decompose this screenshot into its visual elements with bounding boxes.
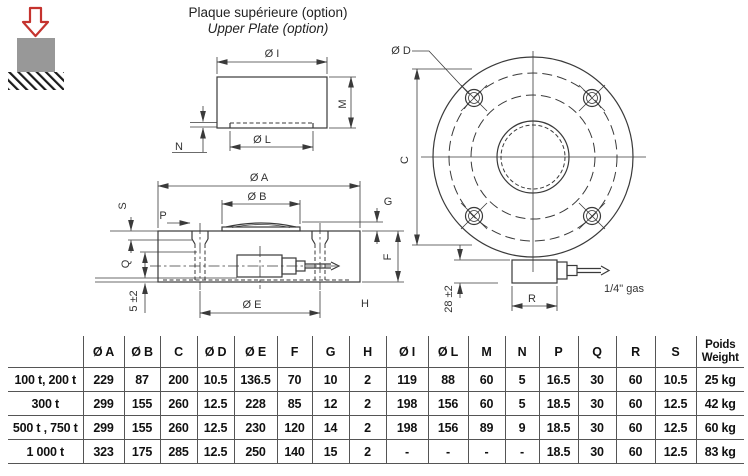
col-header: F bbox=[277, 336, 312, 368]
table-row bbox=[8, 392, 744, 416]
dimension-cell: - bbox=[428, 440, 468, 464]
dim-label-n: N bbox=[175, 141, 183, 153]
col-header: Ø B bbox=[124, 336, 160, 368]
dimension-cell: 136.5 bbox=[234, 368, 277, 392]
dimension-cell: 10.5 bbox=[655, 368, 696, 392]
table-row bbox=[8, 368, 744, 392]
dimension-cell: 25 kg bbox=[696, 368, 744, 392]
dimension-cell: 120 bbox=[277, 416, 312, 440]
dimension-cell: 299 bbox=[83, 416, 124, 440]
dim-label-ob: Ø B bbox=[247, 191, 267, 203]
dimension-cell: 60 bbox=[468, 392, 505, 416]
bolt-hole bbox=[579, 85, 605, 111]
title-french: Plaque supérieure (option) bbox=[188, 5, 348, 20]
dimension-cell: 12 bbox=[312, 392, 349, 416]
dimension-cell: 12.5 bbox=[655, 440, 696, 464]
load-arrow-icon bbox=[23, 8, 48, 36]
dimension-cell: 88 bbox=[428, 368, 468, 392]
dimension-cell: 60 kg bbox=[696, 416, 744, 440]
dimension-cell: 260 bbox=[160, 392, 197, 416]
dim-label-p: P bbox=[159, 210, 167, 222]
dim-label-oe: Ø E bbox=[242, 299, 262, 311]
dimension-cell: 198 bbox=[386, 416, 428, 440]
col-header: G bbox=[312, 336, 349, 368]
dimension-cell: 15 bbox=[312, 440, 349, 464]
dimension-cell: 42 kg bbox=[696, 392, 744, 416]
dimension-cell: 18.5 bbox=[539, 440, 578, 464]
dimension-cell: 60 bbox=[468, 368, 505, 392]
col-header-weight: Poids Weight bbox=[696, 336, 744, 368]
bolt-hole bbox=[579, 203, 605, 229]
dimension-cell: 10.5 bbox=[197, 368, 234, 392]
dim-label-f: F bbox=[382, 253, 394, 261]
title-english: Upper Plate (option) bbox=[207, 21, 329, 36]
dimension-cell: 230 bbox=[234, 416, 277, 440]
dimension-cell: 2 bbox=[349, 368, 386, 392]
dimension-cell: 60 bbox=[616, 368, 655, 392]
ground-hatch bbox=[8, 72, 64, 90]
dim-label-c: C bbox=[399, 156, 411, 164]
dimension-cell: 14 bbox=[312, 416, 349, 440]
row-label: 1 000 t bbox=[8, 440, 83, 464]
dimension-cell: 89 bbox=[468, 416, 505, 440]
dimension-cell: 60 bbox=[616, 416, 655, 440]
dim-label-h: H bbox=[361, 298, 369, 310]
table-body bbox=[8, 368, 744, 464]
corner-cell bbox=[8, 336, 83, 368]
load-block bbox=[17, 38, 55, 72]
dimension-cell: 12.5 bbox=[655, 416, 696, 440]
dimension-cell: 156 bbox=[428, 392, 468, 416]
dimension-cell: 18.5 bbox=[539, 416, 578, 440]
col-header: Ø A bbox=[83, 336, 124, 368]
compression-load-icon bbox=[8, 8, 64, 90]
dimension-cell: 30 bbox=[578, 392, 616, 416]
dimension-cell: 119 bbox=[386, 368, 428, 392]
dimension-cell: 87 bbox=[124, 368, 160, 392]
dimension-cell: 83 kg bbox=[696, 440, 744, 464]
dim-label-oi: Ø I bbox=[264, 48, 280, 60]
dimension-cell: 9 bbox=[505, 416, 539, 440]
table-row bbox=[8, 416, 744, 440]
dimension-cell: 12.5 bbox=[197, 440, 234, 464]
dimension-cell: 285 bbox=[160, 440, 197, 464]
dimension-cell: 229 bbox=[83, 368, 124, 392]
dimension-cell: 60 bbox=[616, 392, 655, 416]
dimension-cell: - bbox=[505, 440, 539, 464]
row-label: 500 t , 750 t bbox=[8, 416, 83, 440]
dimension-cell: 200 bbox=[160, 368, 197, 392]
dimension-cell: 18.5 bbox=[539, 392, 578, 416]
col-header: N bbox=[505, 336, 539, 368]
dim-label-28pm2: 28 ±2 bbox=[443, 285, 455, 313]
dimension-cell: 5 bbox=[505, 392, 539, 416]
dimension-cell: 60 bbox=[616, 440, 655, 464]
dimension-cell: 10 bbox=[312, 368, 349, 392]
dimension-table bbox=[8, 336, 744, 464]
col-header: P bbox=[539, 336, 578, 368]
row-label: 300 t bbox=[8, 392, 83, 416]
dim-label-ol: Ø L bbox=[253, 134, 271, 146]
col-header: Ø D bbox=[197, 336, 234, 368]
dimension-cell: 12.5 bbox=[197, 392, 234, 416]
dimension-cell: 228 bbox=[234, 392, 277, 416]
col-header: S bbox=[655, 336, 696, 368]
dim-label-5pm2: 5 ±2 bbox=[128, 290, 140, 312]
dimension-cell: 2 bbox=[349, 416, 386, 440]
dimension-cell: 323 bbox=[83, 440, 124, 464]
dim-label-od: Ø D bbox=[391, 45, 411, 57]
dimension-cell: 30 bbox=[578, 440, 616, 464]
col-header: R bbox=[616, 336, 655, 368]
table-row bbox=[8, 440, 744, 464]
dim-label-r: R bbox=[528, 293, 536, 305]
dimension-cell: 85 bbox=[277, 392, 312, 416]
bolt-hole bbox=[461, 85, 487, 111]
dimension-cell: 16.5 bbox=[539, 368, 578, 392]
dim-label-m: M bbox=[337, 99, 349, 109]
dim-label-s: S bbox=[117, 202, 129, 210]
dimension-cell: 140 bbox=[277, 440, 312, 464]
dimension-cell: 198 bbox=[386, 392, 428, 416]
dimension-cell: 155 bbox=[124, 416, 160, 440]
col-header: Q bbox=[578, 336, 616, 368]
table-header-row bbox=[8, 336, 744, 368]
upper-plate-view bbox=[172, 48, 356, 153]
dimension-cell: 5 bbox=[505, 368, 539, 392]
thread-label: 1/4" gas bbox=[604, 283, 644, 295]
bolt-hole bbox=[461, 203, 487, 229]
dim-label-oa: Ø A bbox=[249, 172, 269, 184]
dimension-cell: 299 bbox=[83, 392, 124, 416]
dimension-cell: 155 bbox=[124, 392, 160, 416]
col-header: Ø I bbox=[386, 336, 428, 368]
dimension-cell: 2 bbox=[349, 440, 386, 464]
dimension-cell: 30 bbox=[578, 368, 616, 392]
col-header: C bbox=[160, 336, 197, 368]
dimension-cell: - bbox=[386, 440, 428, 464]
dim-label-q: Q bbox=[120, 259, 132, 269]
dimension-cell: 2 bbox=[349, 392, 386, 416]
load-cell-side-view bbox=[95, 172, 404, 318]
dimension-cell: 30 bbox=[578, 416, 616, 440]
dimension-cell: 260 bbox=[160, 416, 197, 440]
dimension-cell: 12.5 bbox=[197, 416, 234, 440]
load-cell-top-view bbox=[391, 45, 646, 313]
col-header: Ø E bbox=[234, 336, 277, 368]
dim-label-g: G bbox=[383, 196, 393, 208]
col-header: M bbox=[468, 336, 505, 368]
dimension-cell: 12.5 bbox=[655, 392, 696, 416]
dimension-cell: 250 bbox=[234, 440, 277, 464]
dimension-cell: 156 bbox=[428, 416, 468, 440]
row-label: 100 t, 200 t bbox=[8, 368, 83, 392]
col-header: H bbox=[349, 336, 386, 368]
dimension-cell: 175 bbox=[124, 440, 160, 464]
dimension-cell: 70 bbox=[277, 368, 312, 392]
col-header: Ø L bbox=[428, 336, 468, 368]
dimension-cell: - bbox=[468, 440, 505, 464]
